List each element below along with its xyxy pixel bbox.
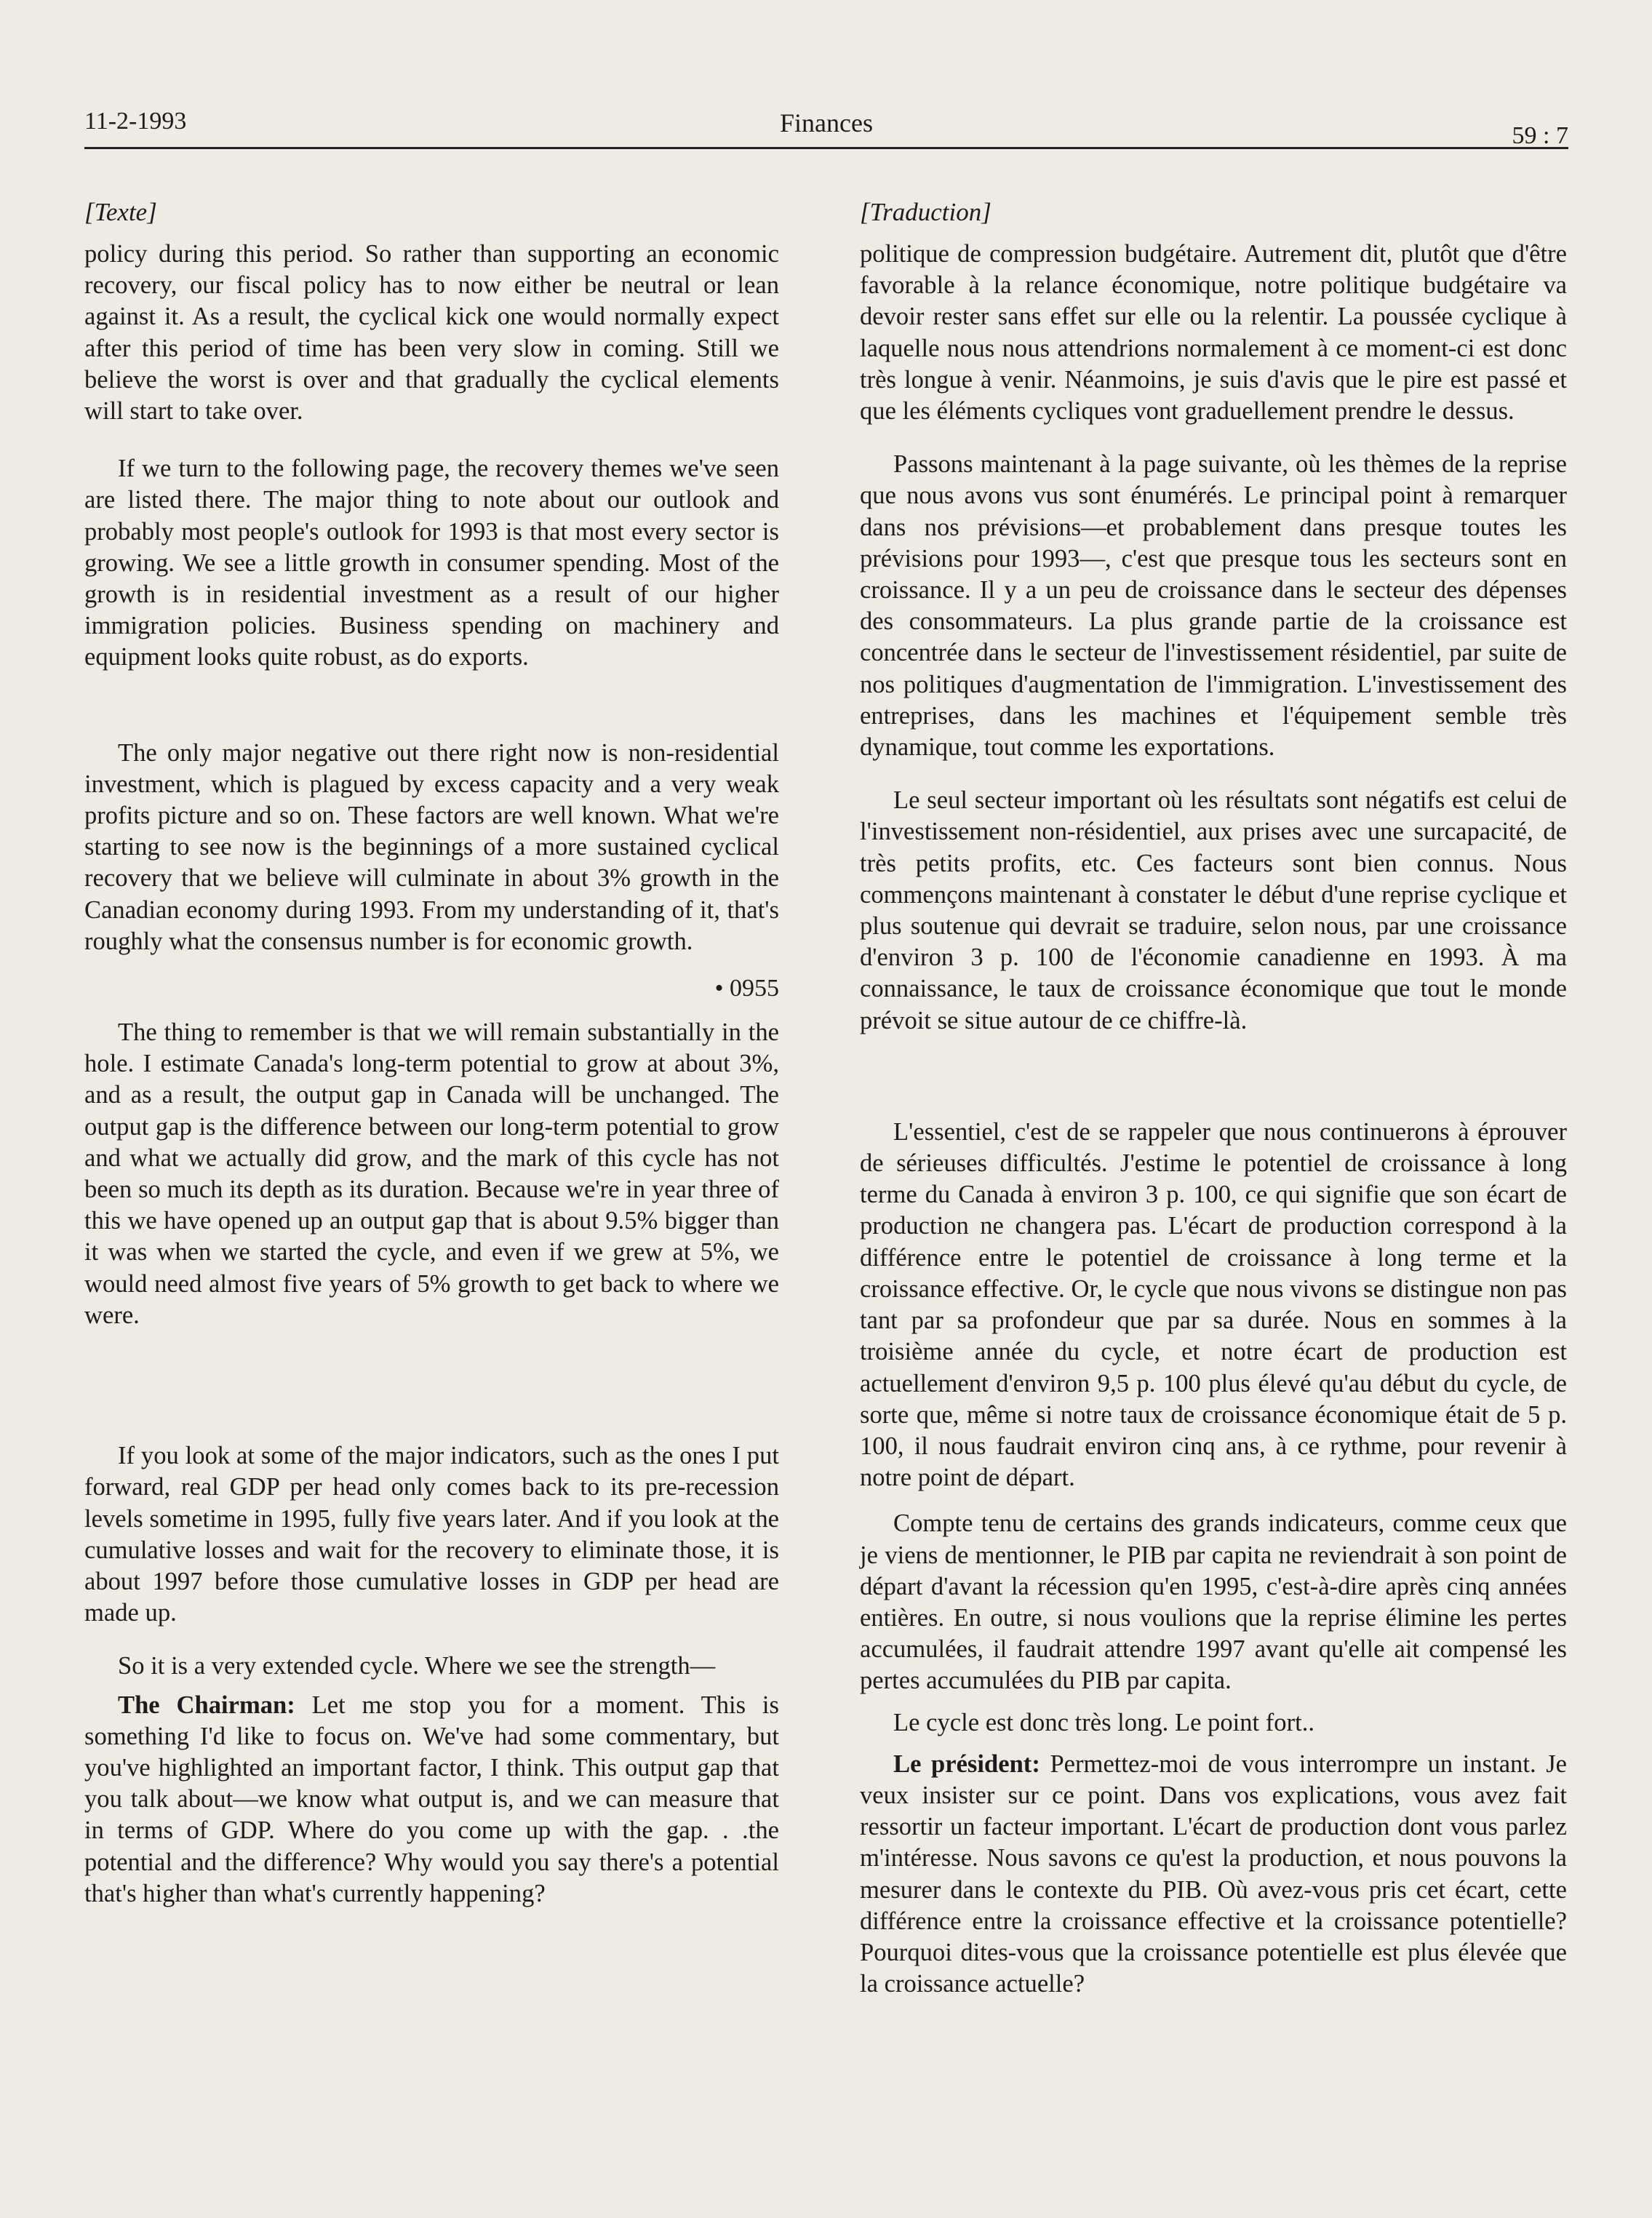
paragraph: So it is a very extended cycle. Where we see the strength—	[118, 1652, 716, 1680]
paragraph: Passons maintenant à la page suivante, où les thèmes de la reprise que nous avons vus sont énumérés. Le principal point à remarquer dans nos prévisions—et probablement dans presque toutes les prévisions pour 1993—, c'est que presque tous les secteurs sont en croissance. Il y a un peu de croissance dans le secteur des dépenses des consommateurs. La plus grande partie de la croissance est concentrée dans le secteur de l'investissement résidentiel, par suite de nos politiques d'augmentation de l'immigration. L'investissement des entreprises, dans les machines et l'équipement semble très dynamique, tout comme les exportations.	[860, 450, 1567, 762]
header-title: Finances	[780, 108, 873, 137]
paragraph: The thing to remember is that we will remain substantially in the hole. I estimate Canada's long-term potential to grow at about 3%, and as a result, the output gap in Canada will be unchanged. The output gap is the difference between our long-term potential to grow and what we actually did grow, and the mark of this cycle has not been so much its depth as its duration. Because we're in year three of this we have opened up an output gap that is about 9.5% bigger than it was when we started the cycle, and even if we grew at 5%, we would need almost five years of 5% growth to get back to where we were.	[84, 1018, 779, 1329]
speaker-name: The Chairman:	[118, 1691, 295, 1719]
english-column	[84, 196, 779, 1910]
paragraph: Le seul secteur important où les résultats sont négatifs est celui de l'investissement non-résidentiel, aux prises avec une surcapacité, de très petits profits, etc. Ces facteurs sont bien connus. Nous commençons maintenant à constater le début d'une reprise cyclique et plus soutenue qui devrait se traduire, selon nous, par une croissance d'environ 3 p. 100 de l'économie canadienne en 1993. À ma connaissance, le taux de croissance économique que tout le monde prévoit se situe autour de ce chiffre-là.	[860, 786, 1567, 1034]
speaker-paragraph	[860, 1749, 1567, 2000]
timestamp: • 0955	[714, 975, 779, 1002]
paragraph: If you look at some of the major indicators, such as the ones I put forward, real GDP per head only comes back to its pre-recession levels sometime in 1995, fully five years later. And if you look at the cumulative losses and wait for the recovery to eliminate those, it is about 1997 before those cumulative losses in GDP per head are made up.	[84, 1442, 779, 1627]
paragraph: Le cycle est donc très long. Le point fort..	[893, 1708, 1314, 1736]
french-column	[860, 196, 1567, 2000]
paragraph: The only major negative out there right now is non-residential investment, which is plagued by excess capacity and a very weak profits picture and so on. These factors are well known. What we're starting to see now is the beginnings of a more sustained cyclical recovery that we believe will culminate in about 3% growth in the Canadian economy during 1993. From my understanding of it, that's roughly what the consensus number is for economic growth.	[84, 738, 779, 955]
paragraph: politique de compression budgétaire. Autrement dit, plutôt que d'être favorable à la relance économique, notre politique budgétaire va devoir rester sans effet sur elle ou la relentir. La poussée cyclique à laquelle nous nous attendrions normalement à ce moment-ci est donc très longue à venir. Néanmoins, je suis d'avis que le pire est passé et que les éléments cycliques vont graduellement prendre le dessus.	[860, 240, 1567, 426]
page-header	[84, 108, 1568, 151]
header-date: 11-2-1993	[84, 108, 187, 135]
speaker-name: Le président:	[893, 1750, 1040, 1778]
paragraph: L'essentiel, c'est de se rappeler que nous continuerons à éprouver de sérieuses difficultés. J'estime le potentiel de croissance à long terme du Canada à environ 3 p. 100, ce qui signifie que son écart de production ne changera pas. L'écart de production correspond à la différence entre le potentiel de croissance à long terme et la croissance effective. Or, le cycle que nous vivons se distingue non pas tant par sa profondeur que par sa durée. Nous en sommes à la troisième année du cycle, et notre écart de production est actuellement d'environ 9,5 p. 100 plus élevé qu'au début du cycle, de sorte que, même si notre taux de croissance économique était de 5 p. 100, il nous faudrait environ cinq ans, à ce rythme, pour revenir à notre point de départ.	[860, 1117, 1567, 1492]
header-rule	[84, 147, 1568, 149]
speaker-paragraph	[84, 1690, 779, 1910]
header-page-number: 59 : 7	[1512, 122, 1568, 149]
speaker-text: Permettez-moi de vous interrompre un instant. Je veux insister sur ce point. Dans vos explications, vous avez fait ressortir un facteur important. L'écart de production dont vous parlez m'intéresse. Nous savons ce qu'est la production, et nous pouvons la mesurer dans le contexte du PIB. Où avez-vous pris cet écart, cette différence entre la croissance effective et la croissance potentielle? Pourquoi dites-vous que la croissance potentielle est plus élevée que la croissance actuelle?	[860, 1750, 1567, 1998]
language-label-english: [Texte]	[84, 198, 157, 226]
paragraph: If we turn to the following page, the recovery themes we've seen are listed there. The major thing to note about our outlook and probably most people's outlook for 1993 is that most every sector is growing. We see a little growth in consumer spending. Most of the growth is in residential investment as a result of our higher immigration policies. Business spending on machinery and equipment looks quite robust, as do exports.	[84, 455, 779, 671]
paragraph: policy during this period. So rather than supporting an economic recovery, our fiscal policy has to now either be neutral or lean against it. As a result, the cyclical kick one would normally expect after this period of time has been very slow in coming. Still we believe the worst is over and that gradually the cyclical elements will start to take over.	[84, 240, 779, 426]
paragraph: Compte tenu de certains des grands indicateurs, comme ceux que je viens de mentionner, le PIB par capita ne reviendrait à son point de départ d'avant la récession qu'en 1995, c'est-à-dire après cinq années entières. En outre, si nous voulions que la reprise élimine les pertes accumulées, il faudrait attendre 1997 avant qu'elle ait compensé les pertes accumulées du PIB par capita.	[860, 1509, 1567, 1695]
speaker-text: Let me stop you for a moment. This is something I'd like to focus on. We've had some commentary, but you've highlighted an important factor, I think. This output gap that you talk about—we know what output is, and we can measure that in terms of GDP. Where do you come up with the gap. . .the potential and the difference? Why would you say there's a potential that's higher than what's currently happening?	[84, 1691, 779, 1907]
language-label-french: [Traduction]	[860, 198, 991, 226]
